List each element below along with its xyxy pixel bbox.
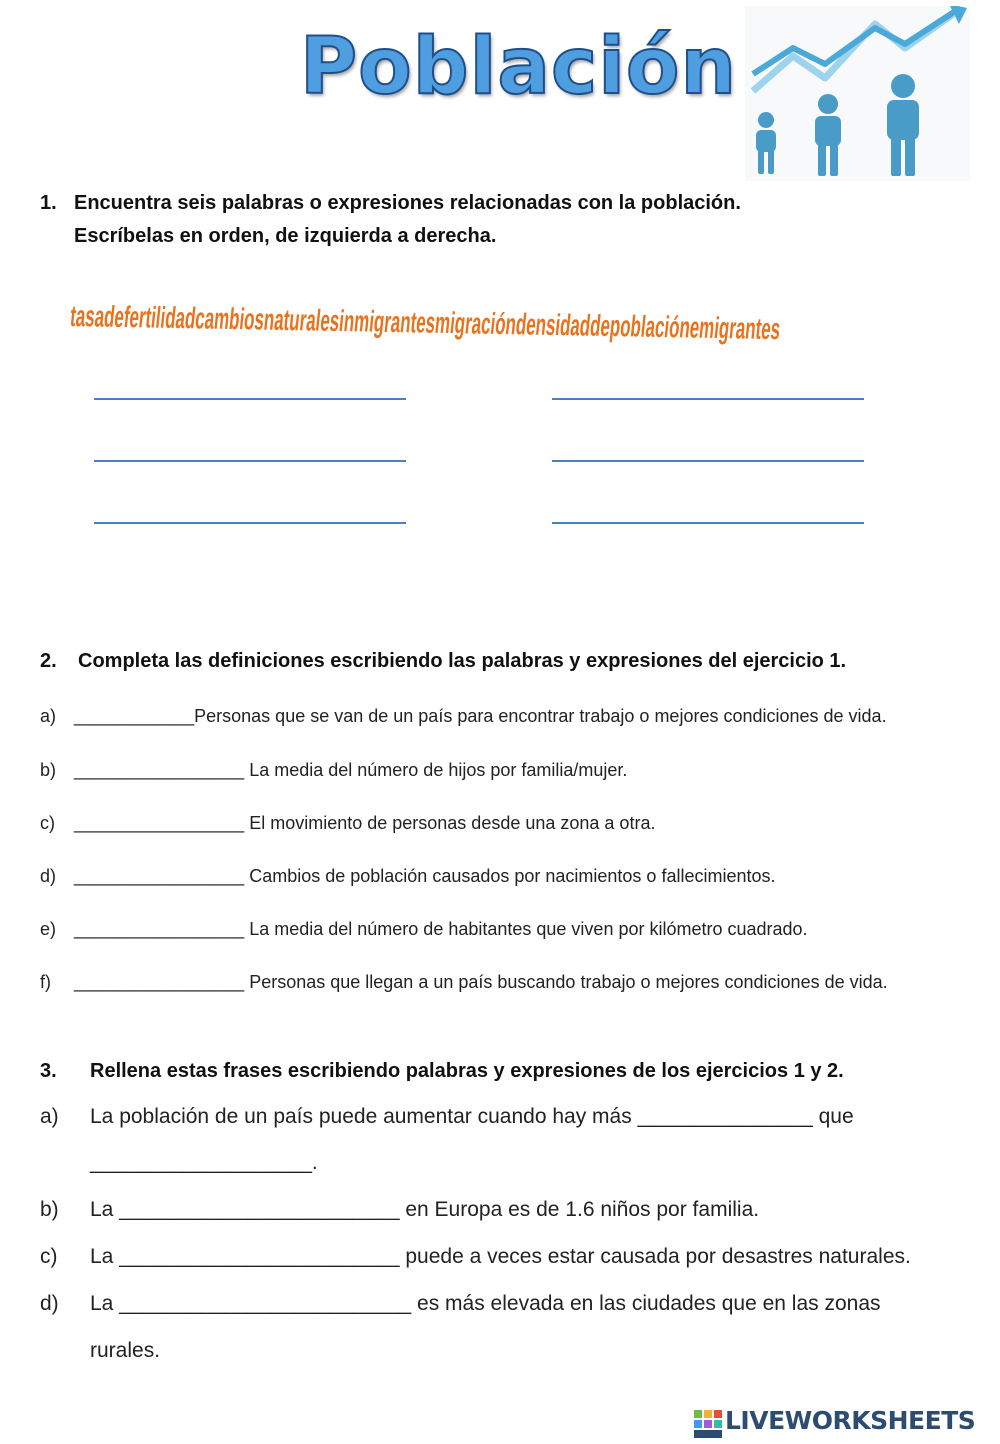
definition-text: La media del número de hijos por familia/mujer. [249,760,628,780]
definition-letter: e) [40,919,57,939]
q1-line2: Escríbelas en orden, de izquierda a derecha. [74,225,497,247]
q2-number: 2. [40,650,57,672]
q2-heading-text: Completa las definiciones escribiendo las palabras y expresiones del ejercicio 1. [78,650,847,672]
definition-text: Personas que se van de un país para encontrar trabajo o mejores condiciones de vida. [194,706,887,726]
q2-heading [40,646,846,676]
sentence-text: La [90,1198,114,1221]
definition-row [40,969,888,995]
word-puzzle-strip: tasadefertilidadcambiosnaturalesinmigrantesmigracióndensidaddepoblaciónemigrantes [68,300,782,347]
answer-line-2[interactable] [552,398,864,400]
definition-row [40,810,655,836]
liveworksheets-logo-icon [694,1410,722,1440]
sentence-text: puede a veces estar causada por desastres naturales. [405,1245,911,1268]
q3-heading [40,1056,844,1086]
sentence-text: en Europa es de 1.6 niños por familia. [405,1198,760,1221]
sentence-blank[interactable]: _________________________ [119,1292,412,1315]
sentence-blank[interactable]: ________________________ [119,1198,400,1221]
definition-letter: f) [40,972,51,992]
answer-line-4[interactable] [552,460,864,462]
definition-blank[interactable]: _________________ [74,972,245,992]
definition-row [40,916,808,942]
sentence-blank[interactable]: ___________________. [90,1151,318,1174]
sentence-blank[interactable]: ________________________ [119,1245,400,1268]
q3-heading-text: Rellena estas frases escribiendo palabras y expresiones de los ejercicios 1 y 2. [90,1060,844,1082]
answer-line-5[interactable] [94,522,406,524]
sentence-c [40,1242,911,1272]
sentence-letter: a) [40,1105,59,1128]
definition-blank[interactable]: _________________ [74,919,245,939]
definition-text: Personas que llegan a un país buscando trabajo o mejores condiciones de vida. [249,972,888,992]
definition-text: La media del número de habitantes que viven por kilómetro cuadrado. [249,919,808,939]
sentence-text: La [90,1245,114,1268]
footer-brand: LIVEWORKSHEETS [725,1406,976,1435]
definition-blank[interactable]: _________________ [74,760,245,780]
page-title: Población [300,22,738,112]
sentence-text: rurales. [90,1339,161,1362]
sentence-text: es más elevada en las ciudades que en las zonas [417,1292,881,1315]
answer-line-6[interactable] [552,522,864,524]
definition-letter: c) [40,813,55,833]
sentence-letter: b) [40,1198,59,1221]
sentence-a [40,1102,854,1132]
definition-text: Cambios de población causados por nacimientos o fallecimientos. [249,866,776,886]
sentence-b [40,1195,759,1225]
sentence-text: La población de un país puede aumentar cuando hay más [90,1105,632,1128]
definition-blank[interactable]: _________________ [74,866,245,886]
definition-row [40,703,887,729]
sentence-d [40,1289,881,1319]
answer-line-1[interactable] [94,398,406,400]
definition-blank[interactable]: ____________ [74,706,195,726]
definition-letter: d) [40,866,57,886]
sentence-letter: c) [40,1245,58,1268]
definition-blank[interactable]: _________________ [74,813,245,833]
definition-letter: a) [40,706,57,726]
definition-row [40,757,627,783]
q3-number: 3. [40,1060,57,1082]
definition-letter: b) [40,760,57,780]
sentence-blank[interactable]: _______________ [637,1105,813,1128]
q1-number: 1. [40,192,57,214]
q1-line1: Encuentra seis palabras o expresiones relacionadas con la población. [74,192,741,214]
answer-line-3[interactable] [94,460,406,462]
sentence-text: La [90,1292,114,1315]
sentence-letter: d) [40,1292,59,1315]
population-growth-icon [745,6,970,181]
definition-row [40,863,776,889]
definition-text: El movimiento de personas desde una zona a otra. [249,813,656,833]
q1-heading [40,188,741,218]
sentence-text: que [818,1105,854,1128]
